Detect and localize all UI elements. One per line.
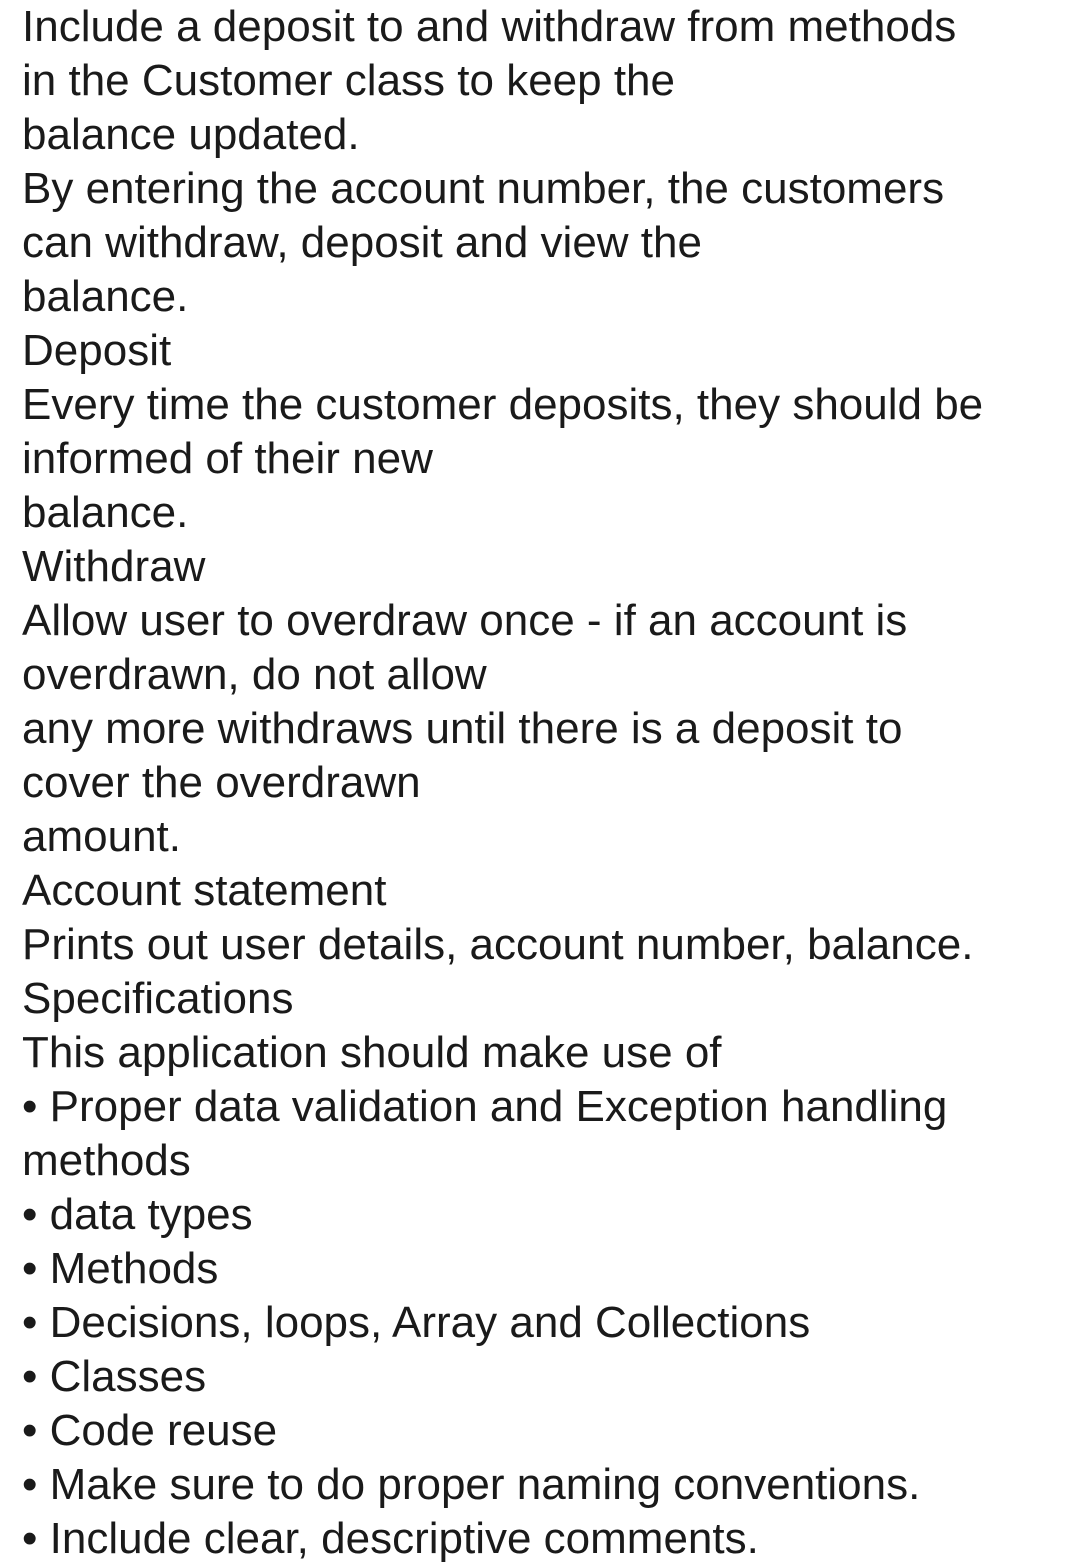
text-line: any more withdraws until there is a deposit to [22,704,903,753]
text-line: overdrawn, do not allow [22,650,487,699]
text-line: cover the overdrawn [22,758,421,807]
text-line: balance updated. [22,110,360,159]
bullet-item: • Decisions, loops, Array and Collections [22,1298,811,1347]
document-text [22,0,1062,1566]
text-line: methods [22,1136,191,1185]
bullet-item: • Include clear, descriptive comments. [22,1514,759,1563]
text-line: Every time the customer deposits, they should be [22,380,984,429]
text-line: balance. [22,272,189,321]
text-line: amount. [22,812,181,861]
section-heading-withdraw: Withdraw [22,542,206,591]
text-line: By entering the account number, the customers [22,164,945,213]
text-line: Prints out user details, account number, balance. [22,920,974,969]
section-heading-specifications: Specifications [22,974,294,1023]
section-heading-account-statement: Account statement [22,866,387,915]
text-line: informed of their new [22,434,433,483]
text-line: Allow user to overdraw once - if an account is [22,596,908,645]
bullet-item: • Make sure to do proper naming conventions. [22,1460,921,1509]
bullet-item: • Code reuse [22,1406,278,1455]
text-line: can withdraw, deposit and view the [22,218,702,267]
text-line: balance. [22,488,189,537]
text-line: in the Customer class to keep the [22,56,675,105]
bullet-item: • Methods [22,1244,219,1293]
bullet-item: • Classes [22,1352,207,1401]
bullet-item: • data types [22,1190,253,1239]
section-heading-deposit: Deposit [22,326,172,375]
text-line: This application should make use of [22,1028,722,1077]
bullet-item: • Proper data validation and Exception handling [22,1082,948,1131]
text-line: Include a deposit to and withdraw from methods [22,2,957,51]
